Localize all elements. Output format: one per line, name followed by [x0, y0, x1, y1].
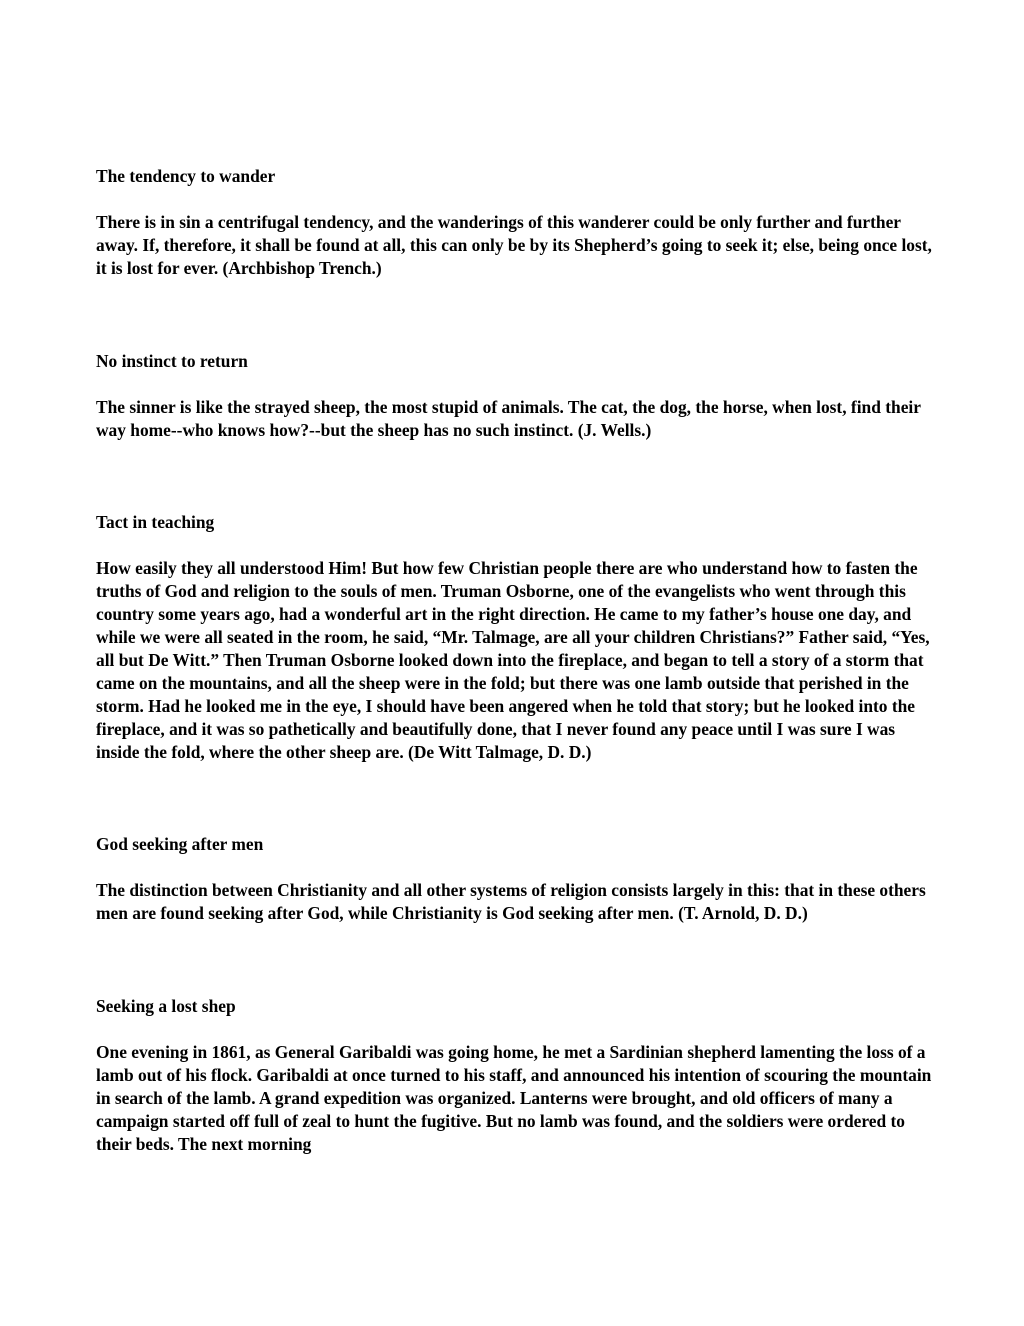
section-heading: The tendency to wander: [96, 166, 276, 186]
section-body: There is in sin a centrifugal tendency, and the wanderings of this wanderer could be only further and further away. If, therefore, it shall be found at all, this can only be by its Shepherd’s going to seek it; else, being once lost, it is lost for ever. (Archbishop Trench.): [96, 212, 932, 278]
section-heading: Tact in teaching: [96, 512, 215, 532]
section-body: The sinner is like the strayed sheep, the most stupid of animals. The cat, the dog, the horse, when lost, find their way home--who knows how?--but the sheep has no such instinct. (J. Wells.): [96, 397, 921, 440]
section-seeking-a-lost-shep: [96, 995, 932, 1156]
section-no-instinct-to-return: [96, 350, 932, 442]
section-body: One evening in 1861, as General Garibaldi was going home, he met a Sardinian shepherd lamenting the loss of a lamb out of his flock. Garibaldi at once turned to his staff, and announced his intention of scouring the mountain in search of the lamb. A grand expedition was organized. Lanterns were brought, and old officers of many a campaign started off full of zeal to hunt the fugitive. But no lamb was found, and the soldiers were ordered to their beds. The next morning: [96, 1042, 932, 1154]
section-heading: Seeking a lost shep: [96, 996, 236, 1016]
section-body: The distinction between Christianity and all other systems of religion consists largely in this: that in these others men are found seeking after God, while Christianity is God seeking after men. (T. Arnold, D. D.): [96, 880, 926, 923]
document-page: [96, 165, 932, 1156]
section-body: How easily they all understood Him! But how few Christian people there are who understand how to fasten the truths of God and religion to the souls of men. Truman Osborne, one of the evangelists who went through this country some years ago, had a wonderful art in the right direction. He came to my father’s house one day, and while we were all seated in the room, he said, “Mr. Talmage, are all your children Christians?” Father said, “Yes, all but De Witt.” Then Truman Osborne looked down into the fireplace, and began to tell a story of a storm that came on the mountains, and all the sheep were in the fold; but there was one lamb outside that perished in the storm. Had he looked me in the eye, I should have been angered when he told that story; but he looked into the fireplace, and it was so pathetically and beautifully done, that I never found any peace until I was sure I was inside the fold, where the other sheep are. (De Witt Talmage, D. D.): [96, 558, 930, 762]
section-tendency-to-wander: [96, 165, 932, 280]
section-tact-in-teaching: [96, 511, 932, 764]
section-heading: No instinct to return: [96, 351, 248, 371]
section-god-seeking-after-men: [96, 833, 932, 925]
section-heading: God seeking after men: [96, 834, 264, 854]
